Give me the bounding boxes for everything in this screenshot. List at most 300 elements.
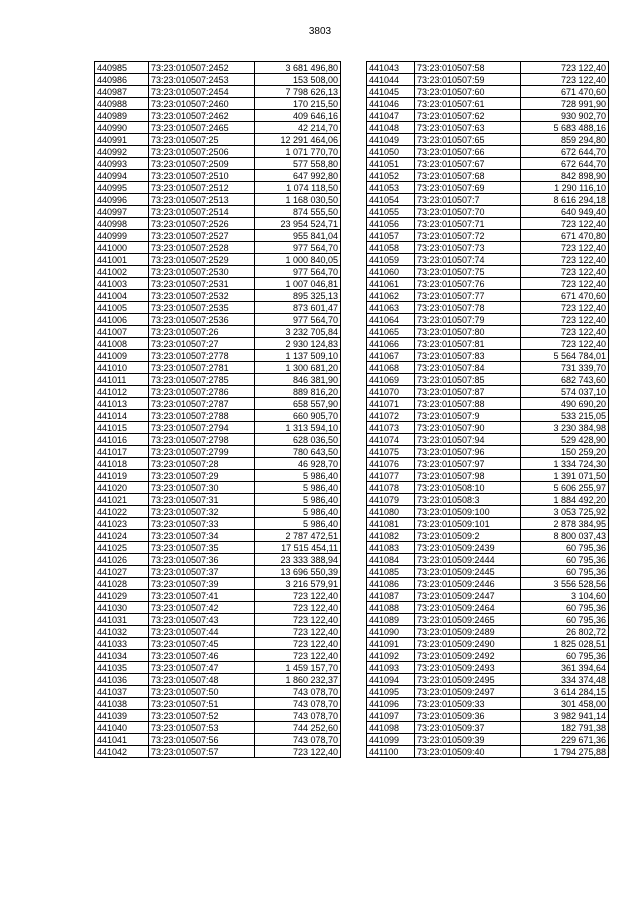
table-row (367, 446, 609, 458)
row-number-cell: 440997 (95, 206, 149, 218)
value-cell: 1 794 275,88 (521, 746, 609, 758)
cadastral-number-cell: 73:23:010507:85 (415, 374, 521, 386)
row-number-cell: 441070 (367, 386, 415, 398)
table-row (367, 338, 609, 350)
row-number-cell: 441004 (95, 290, 149, 302)
value-cell: 533 215,05 (521, 410, 609, 422)
row-number-cell: 441066 (367, 338, 415, 350)
cadastral-number-cell: 73:23:010507:2536 (149, 314, 255, 326)
cadastral-number-cell: 73:23:010507:27 (149, 338, 255, 350)
value-cell: 672 644,70 (521, 158, 609, 170)
cadastral-number-cell: 73:23:010507:2506 (149, 146, 255, 158)
cadastral-number-cell: 73:23:010509:2497 (415, 686, 521, 698)
value-cell: 153 508,00 (255, 74, 341, 86)
row-number-cell: 441035 (95, 662, 149, 674)
value-cell: 7 798 626,13 (255, 86, 341, 98)
row-number-cell: 441048 (367, 122, 415, 134)
table-row (367, 398, 609, 410)
value-cell: 46 928,70 (255, 458, 341, 470)
row-number-cell: 441053 (367, 182, 415, 194)
row-number-cell: 441090 (367, 626, 415, 638)
cadastral-number-cell: 73:23:010507:2452 (149, 62, 255, 74)
row-number-cell: 441015 (95, 422, 149, 434)
cadastral-number-cell: 73:23:010507:84 (415, 362, 521, 374)
cadastral-number-cell: 73:23:010507:68 (415, 170, 521, 182)
value-cell: 723 122,40 (521, 218, 609, 230)
table-row (95, 194, 341, 206)
cadastral-number-cell: 73:23:010507:60 (415, 86, 521, 98)
row-number-cell: 440994 (95, 170, 149, 182)
table-row (367, 722, 609, 734)
value-cell: 723 122,40 (521, 338, 609, 350)
cadastral-number-cell: 73:23:010507:2787 (149, 398, 255, 410)
value-cell: 873 601,47 (255, 302, 341, 314)
table-row (95, 734, 341, 746)
cadastral-number-cell: 73:23:010507:29 (149, 470, 255, 482)
cadastral-number-cell: 73:23:010509:2489 (415, 626, 521, 638)
table-row (367, 578, 609, 590)
table-row (367, 278, 609, 290)
value-cell: 723 122,40 (521, 278, 609, 290)
table-row (367, 614, 609, 626)
table-row (367, 326, 609, 338)
cadastral-number-cell: 73:23:010507:2509 (149, 158, 255, 170)
cadastral-number-cell: 73:23:010509:2495 (415, 674, 521, 686)
value-cell: 150 259,20 (521, 446, 609, 458)
row-number-cell: 441040 (95, 722, 149, 734)
cadastral-number-cell: 73:23:010507:46 (149, 650, 255, 662)
cadastral-number-cell: 73:23:010507:70 (415, 206, 521, 218)
table-row (367, 302, 609, 314)
value-cell: 5 986,40 (255, 518, 341, 530)
cadastral-number-cell: 73:23:010507:2514 (149, 206, 255, 218)
value-cell: 977 564,70 (255, 266, 341, 278)
value-cell: 12 291 464,06 (255, 134, 341, 146)
cadastral-number-cell: 73:23:010507:2529 (149, 254, 255, 266)
cadastral-number-cell: 73:23:010507:83 (415, 350, 521, 362)
row-number-cell: 441044 (367, 74, 415, 86)
cadastral-number-cell: 73:23:010507:34 (149, 530, 255, 542)
row-number-cell: 441094 (367, 674, 415, 686)
cadastral-number-cell: 73:23:010507:2453 (149, 74, 255, 86)
cadastral-number-cell: 73:23:010509:2464 (415, 602, 521, 614)
row-number-cell: 441060 (367, 266, 415, 278)
cadastral-number-cell: 73:23:010509:2 (415, 530, 521, 542)
table-row (95, 458, 341, 470)
value-cell: 731 339,70 (521, 362, 609, 374)
cadastral-number-cell: 73:23:010509:39 (415, 734, 521, 746)
table-row (367, 422, 609, 434)
row-number-cell: 441000 (95, 242, 149, 254)
table-row (95, 662, 341, 674)
table-row (95, 578, 341, 590)
table-row (95, 326, 341, 338)
table-row (367, 638, 609, 650)
cadastral-number-cell: 73:23:010507:96 (415, 446, 521, 458)
row-number-cell: 441051 (367, 158, 415, 170)
table-row (95, 614, 341, 626)
row-number-cell: 441038 (95, 698, 149, 710)
row-number-cell: 441037 (95, 686, 149, 698)
value-cell: 682 743,60 (521, 374, 609, 386)
cadastral-number-cell: 73:23:010509:2439 (415, 542, 521, 554)
value-cell: 743 078,70 (255, 686, 341, 698)
table-row (367, 434, 609, 446)
value-cell: 334 374,48 (521, 674, 609, 686)
row-number-cell: 441019 (95, 470, 149, 482)
value-cell: 723 122,40 (521, 254, 609, 266)
row-number-cell: 441039 (95, 710, 149, 722)
row-number-cell: 441005 (95, 302, 149, 314)
cadastral-number-cell: 73:23:010507:63 (415, 122, 521, 134)
table-row (95, 398, 341, 410)
row-number-cell: 441054 (367, 194, 415, 206)
row-number-cell: 441021 (95, 494, 149, 506)
row-number-cell: 441042 (95, 746, 149, 758)
table-row (367, 110, 609, 122)
cadastral-number-cell: 73:23:010507:81 (415, 338, 521, 350)
value-cell: 846 381,90 (255, 374, 341, 386)
table-row (95, 722, 341, 734)
table-row (95, 686, 341, 698)
cadastral-number-cell: 73:23:010507:41 (149, 590, 255, 602)
cadastral-number-cell: 73:23:010507:57 (149, 746, 255, 758)
table-row (367, 266, 609, 278)
table-row (95, 158, 341, 170)
table-row (95, 674, 341, 686)
value-cell: 895 325,13 (255, 290, 341, 302)
row-number-cell: 441093 (367, 662, 415, 674)
table-row (367, 74, 609, 86)
cadastral-number-cell: 73:23:010507:56 (149, 734, 255, 746)
value-cell: 1 459 157,70 (255, 662, 341, 674)
row-number-cell: 440993 (95, 158, 149, 170)
table-row (367, 674, 609, 686)
value-cell: 13 696 550,39 (255, 566, 341, 578)
cadastral-number-cell: 73:23:010507:7 (415, 194, 521, 206)
table-row (367, 602, 609, 614)
value-cell: 780 643,50 (255, 446, 341, 458)
cadastral-number-cell: 73:23:010507:45 (149, 638, 255, 650)
row-number-cell: 441008 (95, 338, 149, 350)
value-cell: 723 122,40 (255, 650, 341, 662)
table-row (367, 62, 609, 74)
cadastral-number-cell: 73:23:010507:2510 (149, 170, 255, 182)
row-number-cell: 441030 (95, 602, 149, 614)
row-number-cell: 441083 (367, 542, 415, 554)
cadastral-number-cell: 73:23:010507:2528 (149, 242, 255, 254)
cadastral-number-cell: 73:23:010507:33 (149, 518, 255, 530)
table-row (95, 86, 341, 98)
value-cell: 977 564,70 (255, 242, 341, 254)
row-number-cell: 440990 (95, 122, 149, 134)
value-cell: 3 053 725,92 (521, 506, 609, 518)
table-row (95, 302, 341, 314)
table-row (367, 734, 609, 746)
row-number-cell: 441010 (95, 362, 149, 374)
cadastral-number-cell: 73:23:010509:2465 (415, 614, 521, 626)
row-number-cell: 441076 (367, 458, 415, 470)
row-number-cell: 441046 (367, 98, 415, 110)
value-cell: 5 606 255,97 (521, 482, 609, 494)
row-number-cell: 441001 (95, 254, 149, 266)
value-cell: 1 860 232,37 (255, 674, 341, 686)
value-cell: 723 122,40 (521, 242, 609, 254)
table-row (95, 470, 341, 482)
cadastral-number-cell: 73:23:010507:44 (149, 626, 255, 638)
row-number-cell: 441056 (367, 218, 415, 230)
cadastral-number-cell: 73:23:010509:2447 (415, 590, 521, 602)
row-number-cell: 441100 (367, 746, 415, 758)
row-number-cell: 441062 (367, 290, 415, 302)
cadastral-number-cell: 73:23:010507:2786 (149, 386, 255, 398)
registry-table-right (366, 61, 609, 758)
table-row (367, 386, 609, 398)
cadastral-number-cell: 73:23:010507:58 (415, 62, 521, 74)
value-cell: 26 802,72 (521, 626, 609, 638)
value-cell: 1 884 492,20 (521, 494, 609, 506)
cadastral-number-cell: 73:23:010507:39 (149, 578, 255, 590)
table-row (95, 542, 341, 554)
table-row (95, 374, 341, 386)
cadastral-number-cell: 73:23:010507:53 (149, 722, 255, 734)
value-cell: 5 683 488,16 (521, 122, 609, 134)
row-number-cell: 441073 (367, 422, 415, 434)
row-number-cell: 441023 (95, 518, 149, 530)
row-number-cell: 441018 (95, 458, 149, 470)
value-cell: 182 791,38 (521, 722, 609, 734)
table-row (367, 362, 609, 374)
value-cell: 5 986,40 (255, 470, 341, 482)
row-number-cell: 441098 (367, 722, 415, 734)
table-row (95, 554, 341, 566)
cadastral-number-cell: 73:23:010508:3 (415, 494, 521, 506)
cadastral-number-cell: 73:23:010507:74 (415, 254, 521, 266)
value-cell: 930 902,70 (521, 110, 609, 122)
cadastral-number-cell: 73:23:010507:76 (415, 278, 521, 290)
table-row (95, 746, 341, 758)
cadastral-number-cell: 73:23:010507:2454 (149, 86, 255, 98)
row-number-cell: 441006 (95, 314, 149, 326)
row-number-cell: 441097 (367, 710, 415, 722)
value-cell: 5 986,40 (255, 482, 341, 494)
row-number-cell: 441068 (367, 362, 415, 374)
cadastral-number-cell: 73:23:010507:2512 (149, 182, 255, 194)
registry-table-left (94, 61, 341, 758)
row-number-cell: 441002 (95, 266, 149, 278)
value-cell: 60 795,36 (521, 566, 609, 578)
row-number-cell: 441069 (367, 374, 415, 386)
row-number-cell: 441077 (367, 470, 415, 482)
value-cell: 743 078,70 (255, 710, 341, 722)
value-cell: 1 168 030,50 (255, 194, 341, 206)
cadastral-number-cell: 73:23:010507:2535 (149, 302, 255, 314)
cadastral-number-cell: 73:23:010507:69 (415, 182, 521, 194)
row-number-cell: 441095 (367, 686, 415, 698)
cadastral-number-cell: 73:23:010507:66 (415, 146, 521, 158)
table-row (95, 206, 341, 218)
value-cell: 5 564 784,01 (521, 350, 609, 362)
cadastral-number-cell: 73:23:010507:59 (415, 74, 521, 86)
row-number-cell: 440995 (95, 182, 149, 194)
row-number-cell: 441016 (95, 434, 149, 446)
table-row (95, 410, 341, 422)
value-cell: 723 122,40 (255, 590, 341, 602)
cadastral-number-cell: 73:23:010507:79 (415, 314, 521, 326)
table-row (367, 290, 609, 302)
row-number-cell: 441055 (367, 206, 415, 218)
table-row (367, 254, 609, 266)
row-number-cell: 441061 (367, 278, 415, 290)
table-row (95, 638, 341, 650)
table-row (95, 626, 341, 638)
table-row (95, 254, 341, 266)
row-number-cell: 441022 (95, 506, 149, 518)
row-number-cell: 441081 (367, 518, 415, 530)
value-cell: 1 391 071,50 (521, 470, 609, 482)
table-row (95, 590, 341, 602)
row-number-cell: 441079 (367, 494, 415, 506)
table-row (367, 410, 609, 422)
row-number-cell: 441059 (367, 254, 415, 266)
table-row (367, 206, 609, 218)
cadastral-number-cell: 73:23:010507:2527 (149, 230, 255, 242)
cadastral-number-cell: 73:23:010507:77 (415, 290, 521, 302)
row-number-cell: 441036 (95, 674, 149, 686)
value-cell: 3 104,60 (521, 590, 609, 602)
row-number-cell: 441086 (367, 578, 415, 590)
cadastral-number-cell: 73:23:010507:80 (415, 326, 521, 338)
cadastral-number-cell: 73:23:010507:37 (149, 566, 255, 578)
row-number-cell: 441052 (367, 170, 415, 182)
value-cell: 3 216 579,91 (255, 578, 341, 590)
table-row (95, 62, 341, 74)
value-cell: 723 122,40 (255, 626, 341, 638)
table-row (367, 122, 609, 134)
cadastral-number-cell: 73:23:010507:48 (149, 674, 255, 686)
cadastral-number-cell: 73:23:010507:42 (149, 602, 255, 614)
value-cell: 723 122,40 (255, 746, 341, 758)
table-row (95, 602, 341, 614)
row-number-cell: 441084 (367, 554, 415, 566)
cadastral-number-cell: 73:23:010507:30 (149, 482, 255, 494)
row-number-cell: 441088 (367, 602, 415, 614)
table-row (367, 134, 609, 146)
table-row (367, 194, 609, 206)
value-cell: 577 558,80 (255, 158, 341, 170)
table-row (367, 542, 609, 554)
cadastral-number-cell: 73:23:010507:94 (415, 434, 521, 446)
row-number-cell: 441074 (367, 434, 415, 446)
cadastral-number-cell: 73:23:010509:33 (415, 698, 521, 710)
cadastral-number-cell: 73:23:010507:2531 (149, 278, 255, 290)
row-number-cell: 440988 (95, 98, 149, 110)
value-cell: 5 986,40 (255, 494, 341, 506)
cadastral-number-cell: 73:23:010507:9 (415, 410, 521, 422)
table-row (367, 746, 609, 758)
cadastral-number-cell: 73:23:010507:28 (149, 458, 255, 470)
table-row (95, 650, 341, 662)
row-number-cell: 441025 (95, 542, 149, 554)
row-number-cell: 441058 (367, 242, 415, 254)
table-row (367, 242, 609, 254)
table-row (367, 626, 609, 638)
value-cell: 723 122,40 (255, 614, 341, 626)
value-cell: 671 470,60 (521, 290, 609, 302)
value-cell: 60 795,36 (521, 614, 609, 626)
table-row (367, 686, 609, 698)
row-number-cell: 440986 (95, 74, 149, 86)
row-number-cell: 441034 (95, 650, 149, 662)
table-row (367, 470, 609, 482)
row-number-cell: 441011 (95, 374, 149, 386)
cadastral-number-cell: 73:23:010507:73 (415, 242, 521, 254)
row-number-cell: 441045 (367, 86, 415, 98)
value-cell: 5 986,40 (255, 506, 341, 518)
table-row (95, 290, 341, 302)
row-number-cell: 441007 (95, 326, 149, 338)
row-number-cell: 441089 (367, 614, 415, 626)
table-row (367, 518, 609, 530)
value-cell: 723 122,40 (255, 602, 341, 614)
value-cell: 977 564,70 (255, 314, 341, 326)
row-number-cell: 440987 (95, 86, 149, 98)
table-row (95, 242, 341, 254)
value-cell: 42 214,70 (255, 122, 341, 134)
value-cell: 3 982 941,14 (521, 710, 609, 722)
value-cell: 723 122,40 (521, 314, 609, 326)
value-cell: 1 007 046,81 (255, 278, 341, 290)
cadastral-number-cell: 73:23:010507:2526 (149, 218, 255, 230)
cadastral-number-cell: 73:23:010507:2778 (149, 350, 255, 362)
table-row (367, 314, 609, 326)
value-cell: 671 470,60 (521, 86, 609, 98)
table-row (95, 338, 341, 350)
cadastral-number-cell: 73:23:010507:65 (415, 134, 521, 146)
value-cell: 1 290 116,10 (521, 182, 609, 194)
cadastral-number-cell: 73:23:010509:40 (415, 746, 521, 758)
table-row (95, 446, 341, 458)
value-cell: 728 991,90 (521, 98, 609, 110)
row-number-cell: 440996 (95, 194, 149, 206)
cadastral-number-cell: 73:23:010507:51 (149, 698, 255, 710)
value-cell: 2 930 124,83 (255, 338, 341, 350)
value-cell: 3 230 384,98 (521, 422, 609, 434)
row-number-cell: 441012 (95, 386, 149, 398)
value-cell: 409 646,16 (255, 110, 341, 122)
cadastral-number-cell: 73:23:010507:43 (149, 614, 255, 626)
cadastral-number-cell: 73:23:010507:75 (415, 266, 521, 278)
table-row (367, 170, 609, 182)
table-row (95, 482, 341, 494)
table-row (367, 566, 609, 578)
row-number-cell: 441064 (367, 314, 415, 326)
value-cell: 743 078,70 (255, 698, 341, 710)
value-cell: 301 458,00 (521, 698, 609, 710)
cadastral-number-cell: 73:23:010507:67 (415, 158, 521, 170)
cadastral-number-cell: 73:23:010507:32 (149, 506, 255, 518)
value-cell: 8 800 037,43 (521, 530, 609, 542)
table-row (367, 506, 609, 518)
cadastral-number-cell: 73:23:010507:71 (415, 218, 521, 230)
row-number-cell: 441092 (367, 650, 415, 662)
value-cell: 1 300 681,20 (255, 362, 341, 374)
row-number-cell: 441017 (95, 446, 149, 458)
cadastral-number-cell: 73:23:010507:2465 (149, 122, 255, 134)
value-cell: 60 795,36 (521, 650, 609, 662)
table-row (95, 98, 341, 110)
row-number-cell: 441099 (367, 734, 415, 746)
